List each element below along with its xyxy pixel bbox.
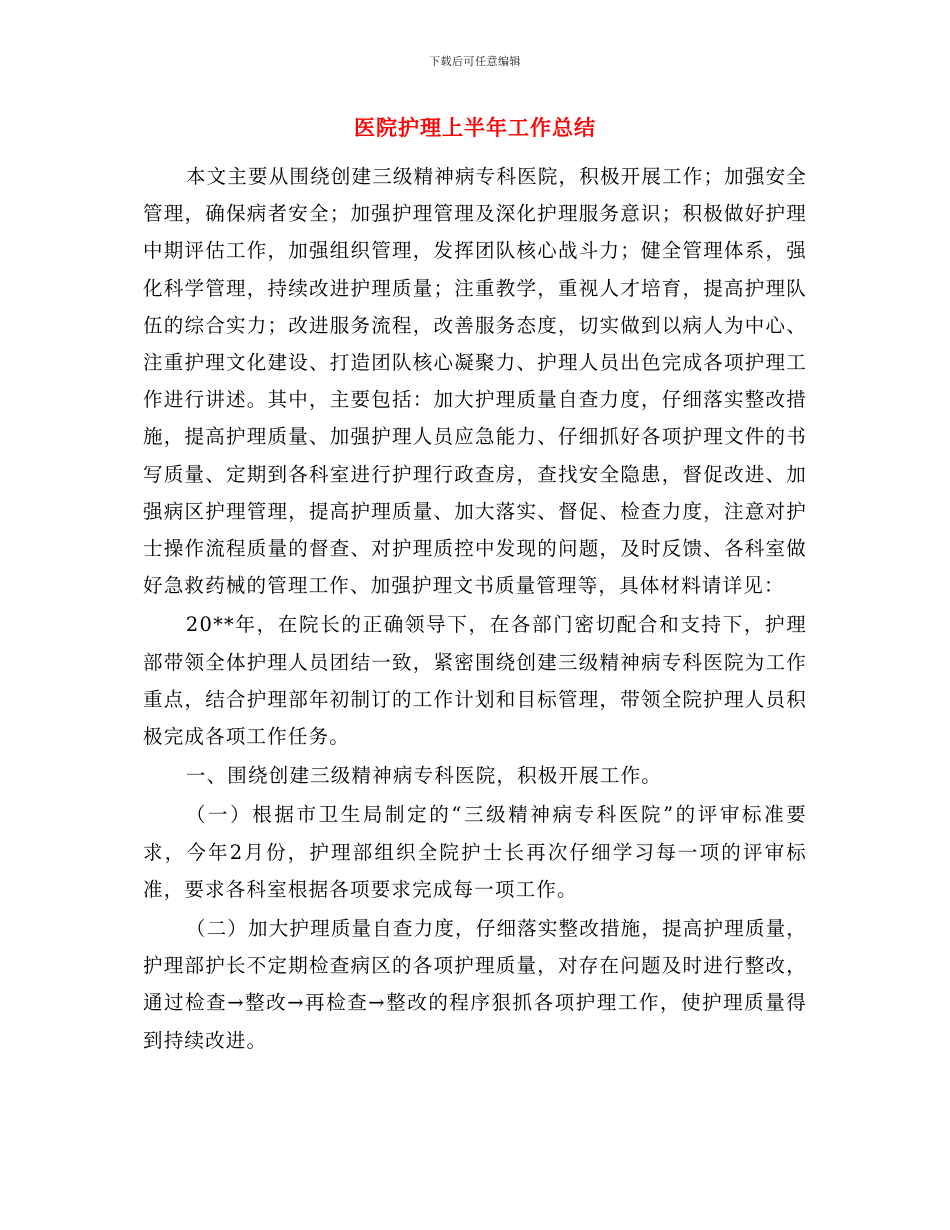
header-note: 下载后可任意编辑 [429, 55, 521, 68]
paragraph-intro: 20**年，在院长的正确领导下，在各部门密切配合和支持下，护理部带领全体护理人员团结一致，紧密围绕创建三级精神病专科医院为工作重点，结合护理部年初制订的工作计划和目标管理，带领全院护理人员积极完成各项工作任务。 [143, 613, 807, 749]
paragraph-item-2: （二）加大护理质量自查力度，仔细落实整改措施，提高护理质量，护理部护长不定期检查病区的各项护理质量，对存在问题及时进行整改，通过检查→整改→再检查→整改的程序狠抓各项护理工作，使护理质量得到持续改进。 [143, 917, 807, 1052]
paragraph-summary: 本文主要从围绕创建三级精神病专科医院，积极开展工作；加强安全管理，确保病者安全；加强护理管理及深化护理服务意识；积极做好护理中期评估工作，加强组织管理，发挥团队核心战斗力；健全管理体系，强化科学管理，持续改进护理质量；注重教学，重视人才培育，提高护理队伍的综合实力；改进服务流程，改善服务态度，切实做到以病人为中心、注重护理文化建设、打造团队核心凝聚力、护理人员出色完成各项护理工作进行讲述。其中，主要包括：加大护理质量自查力度，仔细落实整改措施，提高护理质量、加强护理人员应急能力、仔细抓好各项护理文件的书写质量、定期到各科室进行护理行政查房，查找安全隐患，督促改进、加强病区护理管理，提高护理质量、加大落实、督促、检查力度，注意对护士操作流程质量的督查、对护理质控中发现的问题，及时反馈、各科室做好急救药械的管理工作、加强护理文书质量管理等，具体材料请详见： [143, 165, 807, 598]
document-body [143, 158, 807, 1059]
section-heading-1: 一、围绕创建三级精神病专科医院，积极开展工作。 [185, 764, 662, 788]
paragraph-item-1: （一）根据市卫生局制定的“三级精神病专科医院”的评审标准要求，今年2月份，护理部组织全院护士长再次仔细学习每一项的评审标准，要求各科室根据各项要求完成每一项工作。 [143, 803, 807, 901]
document-title: 医院护理上半年工作总结 [354, 115, 596, 140]
